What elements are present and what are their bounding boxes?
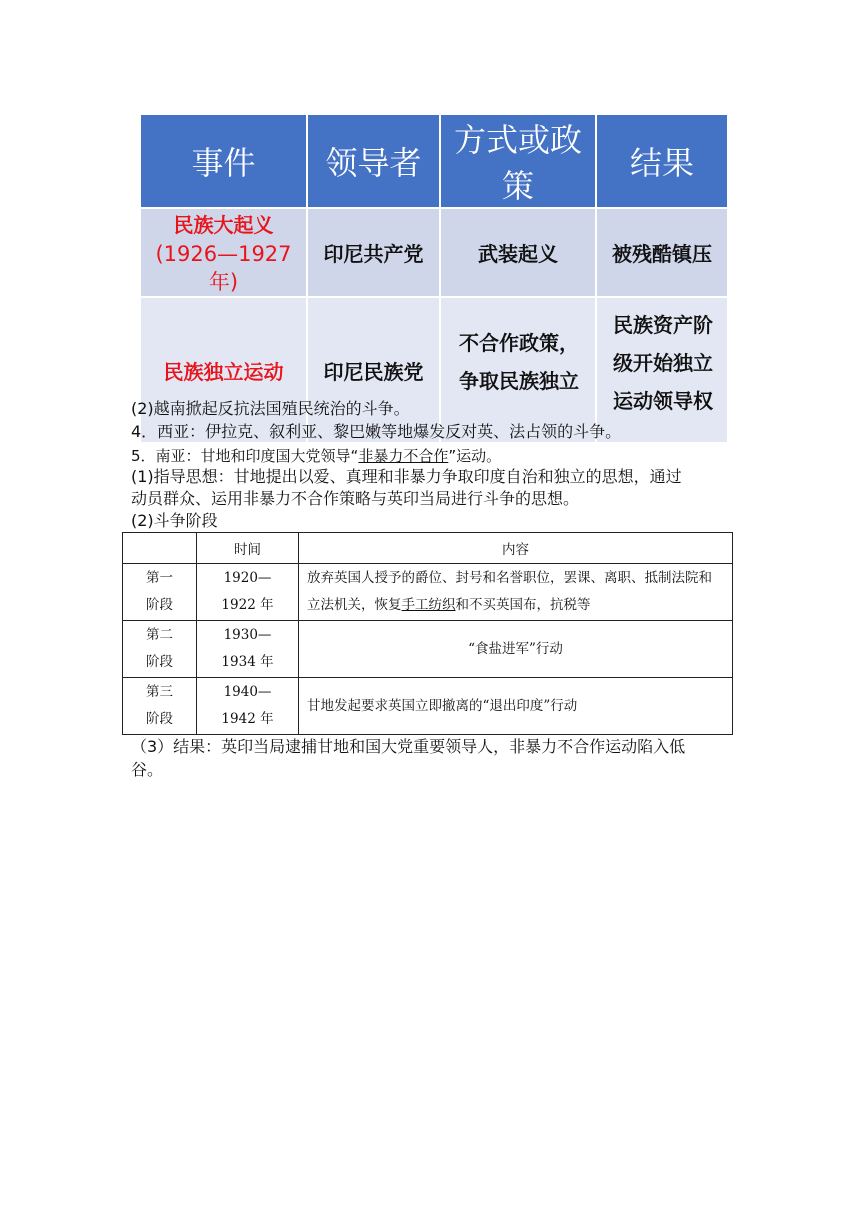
header-content: 内容 [299,533,733,564]
guiding-thought-line2: 动员群众、运用非暴力不合作策略与英印当局进行斗争的思想。 [131,489,580,508]
leader-pki: 印尼共产党 [307,208,440,297]
stages-table [122,532,733,735]
method-noncooperation: 不合作政策， 争取民族独立 [440,297,596,443]
table-row: 第二 阶段 1930— 1934 年 “食盐进军”行动 [123,621,733,678]
result-line1: （3）结果：英印当局逮捕甘地和国大党重要领导人，非暴力不合作运动陷入低 [131,737,686,756]
west-asia-line: 4．西亚：伊拉克、叙利亚、黎巴嫩等地爆发反对英、法占领的斗争。 [131,422,622,441]
header-method: 方式或政策 [440,114,596,208]
stage-content: 放弃英国人授予的爵位、封号和名誉职位，罢课、离职、抵制法院和立法机关，恢复手工纺织和不买英国布，抗税等 [299,564,733,621]
header-leader: 领导者 [307,114,440,208]
stages-heading: (2)斗争阶段 [131,511,218,530]
result-suppressed: 被残酷镇压 [596,208,728,297]
result-leadership: 民族资产阶 级开始独立 运动领导权 [596,297,728,443]
event-independence: 民族独立运动 [140,297,307,443]
table-row: 第一 阶段 1920— 1922 年 放弃英国人授予的爵位、封号和名誉职位，罢课、离职、抵制法院和立法机关，恢复手工纺织和不买英国布，抗税等 [123,564,733,621]
nonviolence-term: 非暴力不合作 [358,447,449,465]
event-uprising-years: (1926—1927年) [155,242,292,294]
vietnam-line: (2)越南掀起反抗法国殖民统治的斗争。 [131,399,410,418]
stage-content: 甘地发起要求英国立即撤离的“退出印度”行动 [299,678,733,735]
header-time: 时间 [197,533,299,564]
header-result: 结果 [596,114,728,208]
stages-header-row [123,533,733,564]
guiding-thought-line1: (1)指导思想：甘地提出以爱、真理和非暴力争取印度自治和独立的思想，通过 [131,467,682,486]
south-asia-line: 5．南亚：甘地和印度国大党领导“非暴力不合作”运动。 [131,447,502,465]
leader-pni: 印尼民族党 [307,297,440,443]
result-line2: 谷。 [131,760,164,779]
header-event: 事件 [140,114,307,208]
table-row: 第三 阶段 1940— 1942 年 甘地发起要求英国立即撤离的“退出印度”行动 [123,678,733,735]
method-armed: 武装起义 [440,208,596,297]
event-uprising: 民族大起义 (1926—1927年) [140,208,307,297]
stage-content: “食盐进军”行动 [299,621,733,678]
